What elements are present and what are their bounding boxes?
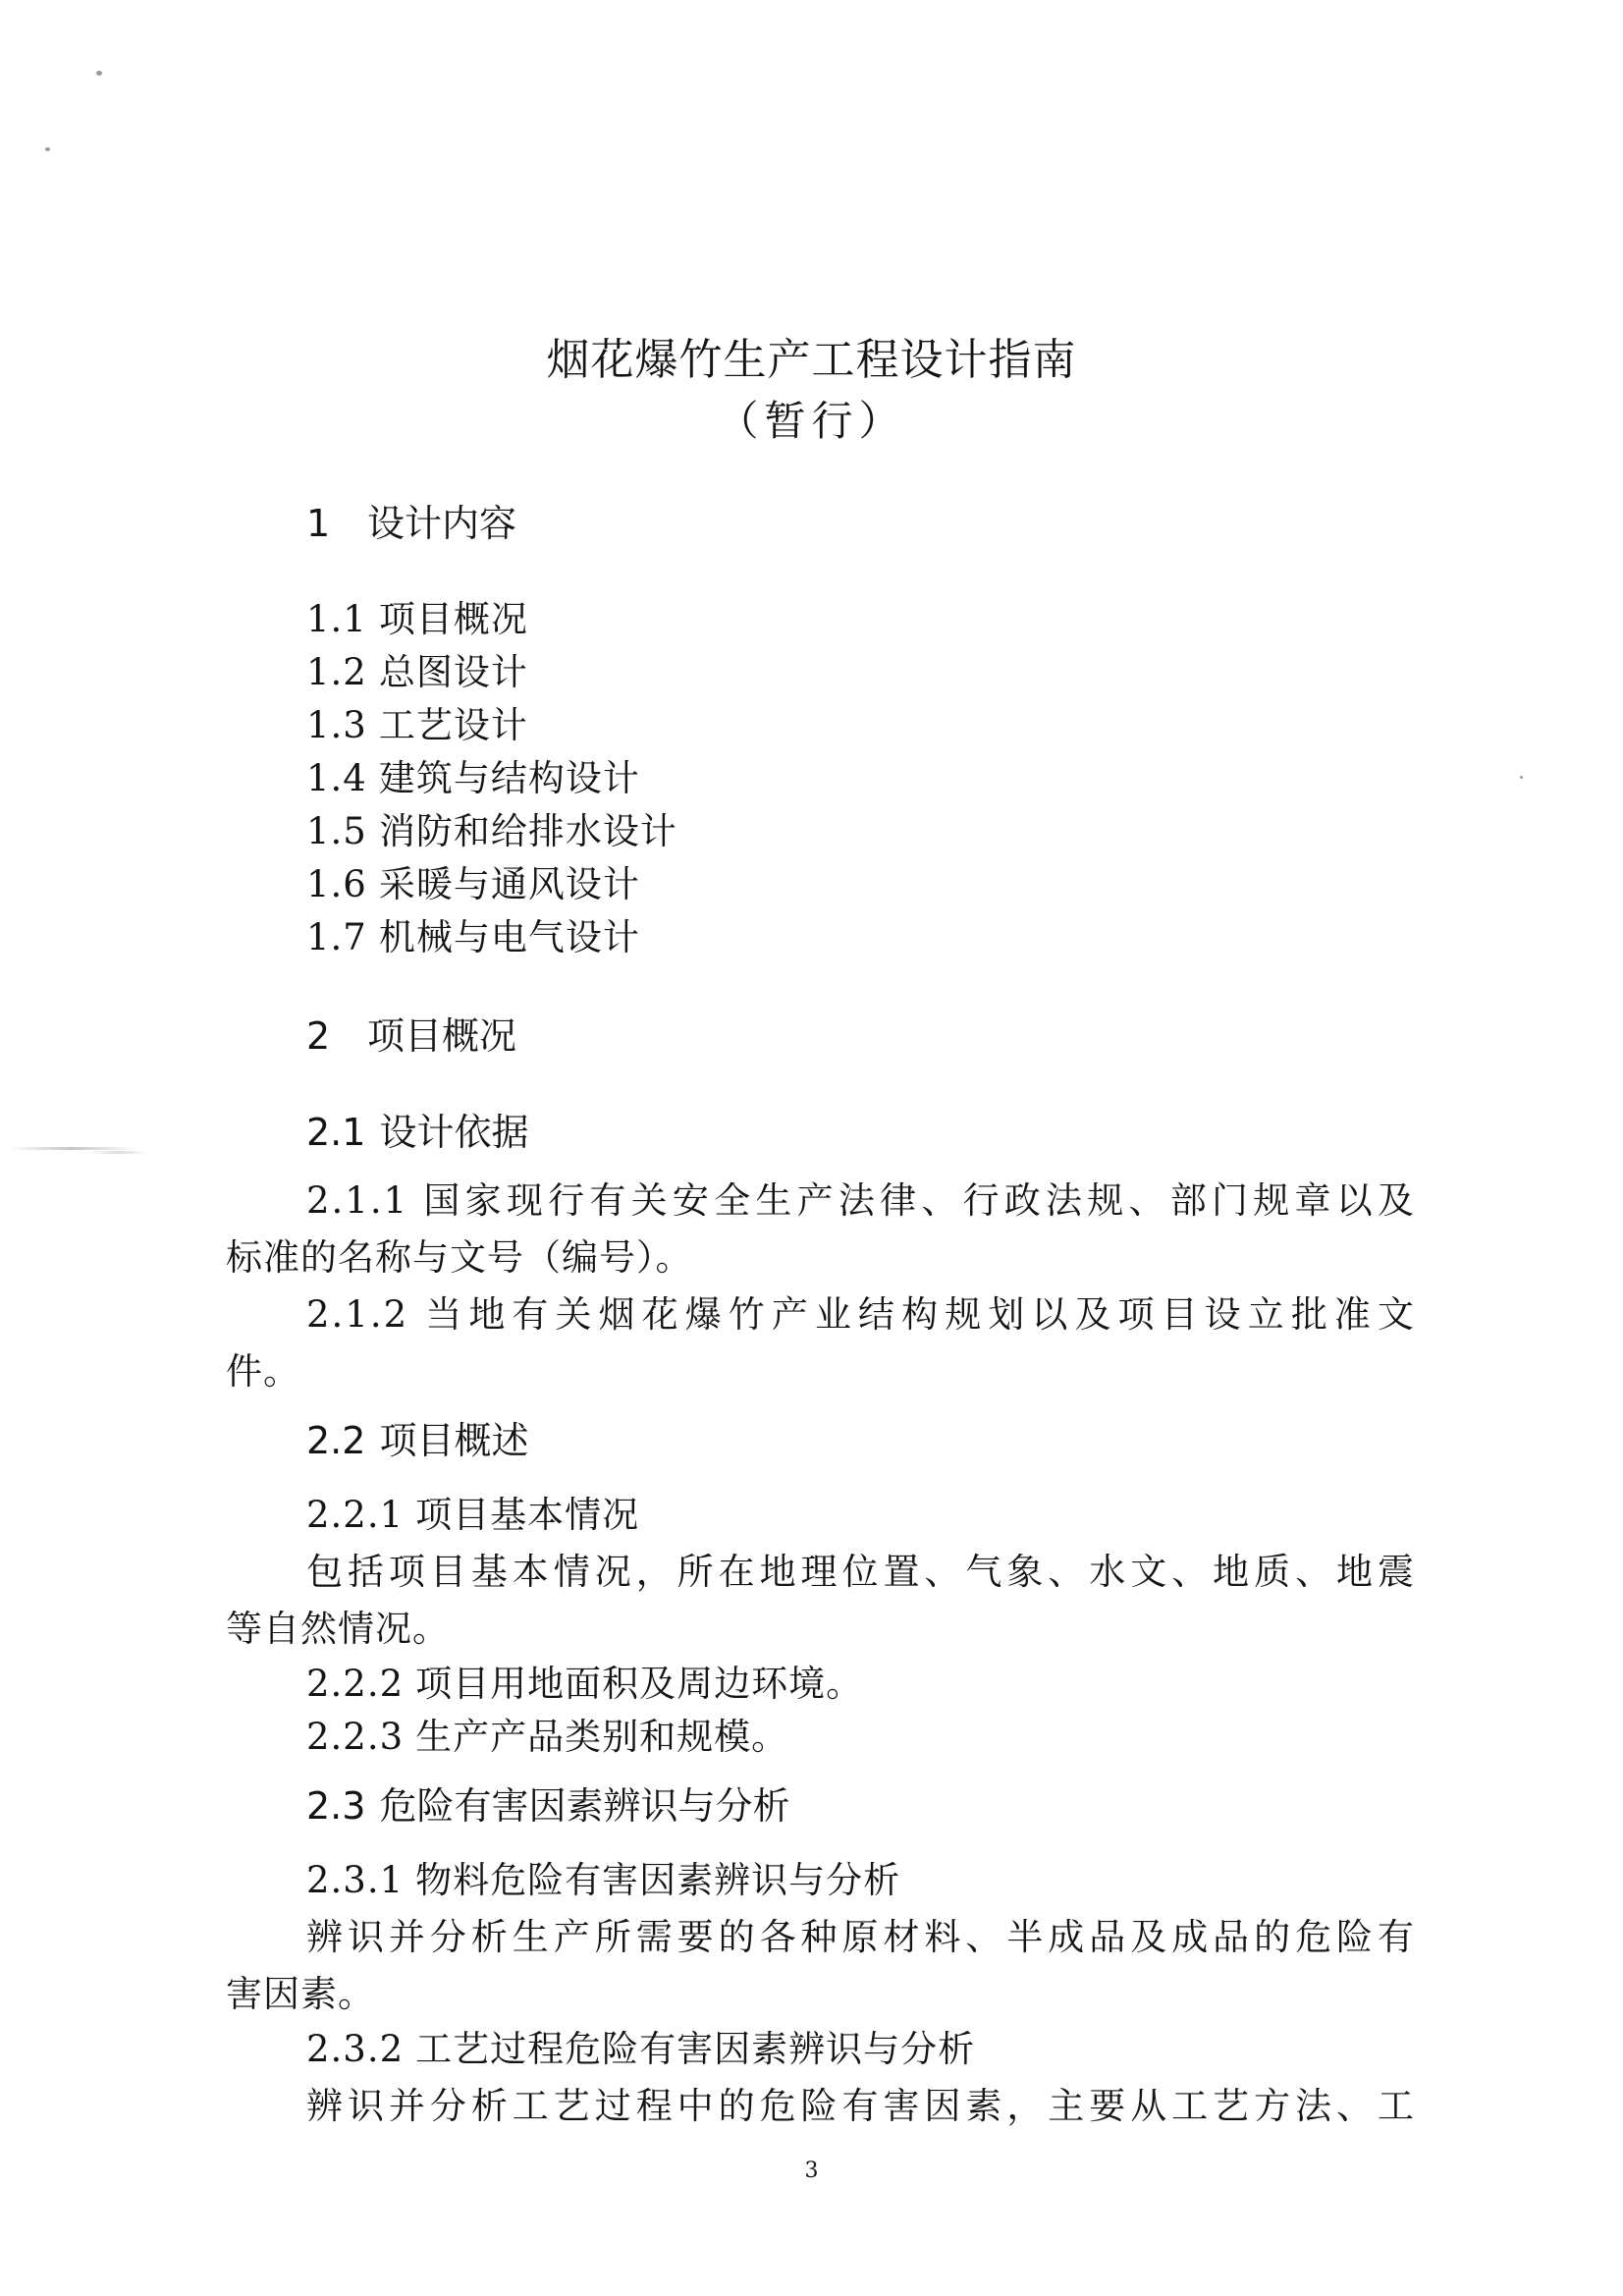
paragraph-2-3-2-title (306, 2019, 975, 2072)
paragraph-text: 项目用地面积及周边环境。 (415, 1663, 864, 1705)
paragraph-2-3-1-body-line2: 害因素。 (226, 1973, 375, 2015)
scan-speck (1520, 776, 1523, 779)
paragraph-2-2-2 (306, 1654, 863, 1707)
toc-number: 1.4 (306, 757, 367, 799)
toc-number: 1.2 (306, 651, 367, 693)
paragraph-text: 当地有关烟花爆竹产业结构规划以及项目设立批准文 (420, 1293, 1416, 1336)
subsection-title: 设计依据 (379, 1111, 529, 1154)
section-heading-2 (306, 1006, 516, 1060)
toc-item (306, 642, 528, 695)
toc-label: 项目概况 (378, 598, 528, 640)
subsection-number: 2.3 (306, 1784, 366, 1828)
paragraph-text: 物料危险有害因素辨识与分析 (415, 1859, 901, 1901)
toc-label: 消防和给排水设计 (378, 810, 677, 852)
toc-item (306, 907, 640, 960)
document-title: 烟花爆竹生产工程设计指南 (546, 335, 1077, 385)
toc-item (306, 695, 528, 748)
paragraph-number: 2.2.1 (306, 1494, 405, 1536)
paragraph-number: 2.2.3 (306, 1716, 405, 1758)
paragraph-number: 2.1.1 (306, 1179, 409, 1222)
page-number: 3 (804, 2159, 819, 2183)
subsection-heading-2-3 (306, 1776, 789, 1830)
paragraph-2-1-1-line1 (306, 1171, 1416, 1224)
paragraph-text: 工艺过程危险有害因素辨识与分析 (415, 2028, 976, 2070)
paragraph-2-3-2-body-line1: 辨识并分析工艺过程中的危险有害因素，主要从工艺方法、工 (306, 2085, 1416, 2127)
toc-item (306, 801, 677, 854)
subsection-title: 危险有害因素辨识与分析 (379, 1784, 790, 1828)
subsection-title: 项目概述 (379, 1419, 529, 1462)
section-title: 项目概况 (367, 1014, 517, 1058)
toc-number: 1.5 (306, 810, 367, 852)
toc-item (306, 589, 528, 642)
paragraph-2-2-3 (306, 1707, 788, 1760)
paragraph-2-1-1-line2: 标准的名称与文号（编号）。 (226, 1236, 693, 1279)
section-title: 设计内容 (367, 502, 517, 545)
toc-item (306, 854, 640, 907)
toc-number: 1.6 (306, 863, 367, 905)
paragraph-2-3-1-title (306, 1850, 900, 1903)
paragraph-2-1-2-line2: 件。 (226, 1350, 300, 1393)
document-subtitle: （暂行） (717, 397, 906, 445)
scan-streak (8, 1147, 135, 1150)
toc-label: 工艺设计 (378, 704, 528, 746)
toc-label: 建筑与结构设计 (378, 757, 640, 799)
paragraph-number: 2.2.2 (306, 1663, 405, 1705)
scan-speck (45, 147, 50, 151)
toc-number: 1.3 (306, 704, 367, 746)
section-heading-1 (306, 493, 516, 547)
paragraph-2-3-1-body-line1: 辨识并分析生产所需要的各种原材料、半成品及成品的危险有 (306, 1916, 1416, 1958)
paragraph-text: 生产产品类别和规模。 (415, 1716, 789, 1758)
paragraph-number: 2.1.2 (306, 1293, 409, 1336)
section-number: 2 (306, 1014, 331, 1058)
toc-number: 1.7 (306, 916, 367, 958)
paragraph-text: 国家现行有关安全生产法律、行政法规、部门规章以及 (420, 1179, 1416, 1222)
toc-label: 总图设计 (378, 651, 528, 693)
subsection-heading-2-1 (306, 1102, 528, 1156)
paragraph-2-2-1-body-line1: 包括项目基本情况，所在地理位置、气象、水文、地质、地震 (306, 1551, 1416, 1593)
paragraph-text: 项目基本情况 (415, 1494, 640, 1536)
paragraph-number: 2.3.2 (306, 2028, 405, 2070)
subsection-number: 2.2 (306, 1419, 366, 1462)
toc-item (306, 748, 640, 801)
paragraph-2-2-1-body-line2: 等自然情况。 (226, 1608, 450, 1650)
scan-streak (88, 1151, 147, 1154)
toc-number: 1.1 (306, 598, 367, 640)
section-number: 1 (306, 502, 331, 545)
toc-label: 采暖与通风设计 (378, 863, 640, 905)
subsection-number: 2.1 (306, 1111, 366, 1154)
subsection-heading-2-2 (306, 1410, 528, 1464)
paragraph-number: 2.3.1 (306, 1859, 405, 1901)
toc-label: 机械与电气设计 (378, 916, 640, 958)
paragraph-2-2-1-title (306, 1485, 639, 1538)
scan-speck (96, 71, 102, 76)
paragraph-2-1-2-line1 (306, 1285, 1416, 1338)
